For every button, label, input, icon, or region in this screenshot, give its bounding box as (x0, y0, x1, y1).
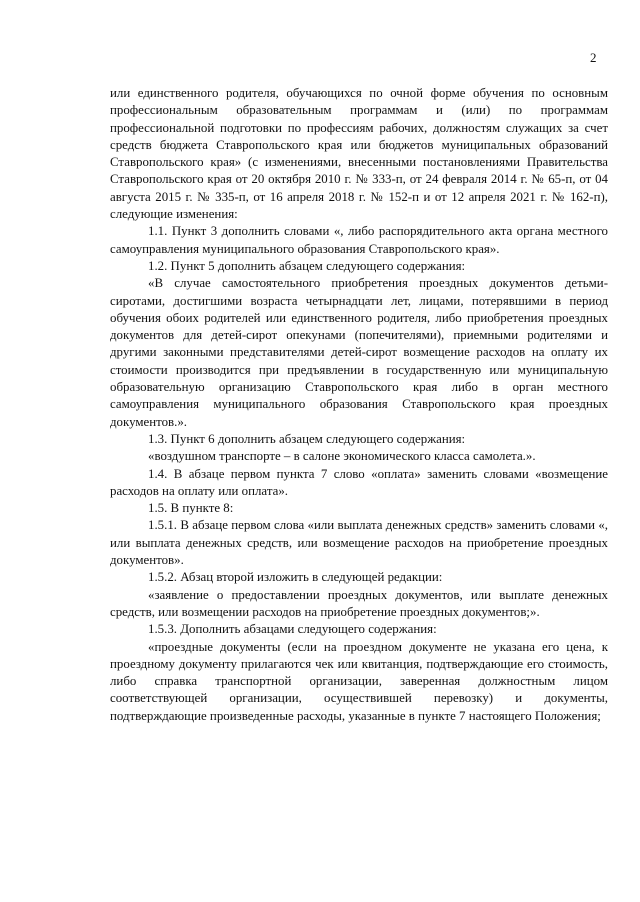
paragraph: 1.5. В пункте 8: (148, 501, 234, 516)
page-number: 2 (590, 50, 597, 65)
paragraph: 1.3. Пункт 6 дополнить абзацем следующего содержания: (148, 431, 466, 446)
paragraph: 1.5.1. В абзаце первом слова «или выплата денежных средств» заменить словами «, или выплата денежных средств, или возмещение расходов на приобретение проездных документов». (110, 518, 608, 568)
paragraph: 1.4. В абзаце первом пункта 7 слово «оплата» заменить словами «возмещение расходов на оплату или оплата». (110, 466, 608, 498)
paragraph: 1.5.3. Дополнить абзацами следующего содержания: (148, 622, 437, 637)
document-body (110, 85, 608, 725)
paragraph: «заявление о предоставлении проездных документов, или выплате денежных средств, или возмещении расходов на приобретение проездных документов;». (110, 587, 608, 619)
paragraph: «воздушном транспорте – в салоне экономического класса самолета.». (148, 449, 536, 464)
paragraph: «В случае самостоятельного приобретения проездных документов детьми-сиротами, достигшими возраста четырнадцати лет, лицами, потерявшими в период обучения обоих родителей или единственного родителя, либо приобретения проездных документов для детей-сирот опекунами (попечителями), приемными родителями и другими законными представителями детей-сирот возмещение расходов на оплату их стоимости производится при предъявлении в государственную или муниципальную образовательную организацию Ставропольского края либо в орган местного самоуправления муниципального образования Ставропольского края проездных документов.». (110, 276, 608, 429)
paragraph: 1.2. Пункт 5 дополнить абзацем следующего содержания: (148, 258, 466, 273)
paragraph: или единственного родителя, обучающихся по очной форме обучения по основным профессиональным образовательным программам и (или) по программам профессиональной подготовки по профессиям рабочих, должностям служащих за счет средств бюджета Ставропольского края или бюджетов муниципальных образований Ставропольского края» (с изменениями, внесенными постановлениями Правительства Ставропольского края от 20 октября 2010 г. № 333-п, от 24 февраля 2014 г. № 65-п, от 04 августа 2015 г. № 335-п, от 16 апреля 2018 г. № 152-п и от 12 апреля 2021 г. № 162-п), следующие изменения: (110, 86, 608, 222)
paragraph: «проездные документы (если на проездном документе не указана его цена, к проездному документу прилагаются чек или квитанция, подтверждающие его стоимость, либо справка транспортной организации, заверенная должностным лицом соответствующей организации, осуществившей перевозку) и документы, подтверждающие произведенные расходы, указанные в пункте 7 настоящего Положения; (110, 639, 608, 723)
paragraph: 1.1. Пункт 3 дополнить словами «, либо распорядительного акта органа местного самоуправления муниципального образования Ставропольского края». (110, 224, 608, 256)
paragraph: 1.5.2. Абзац второй изложить в следующей редакции: (148, 570, 443, 585)
